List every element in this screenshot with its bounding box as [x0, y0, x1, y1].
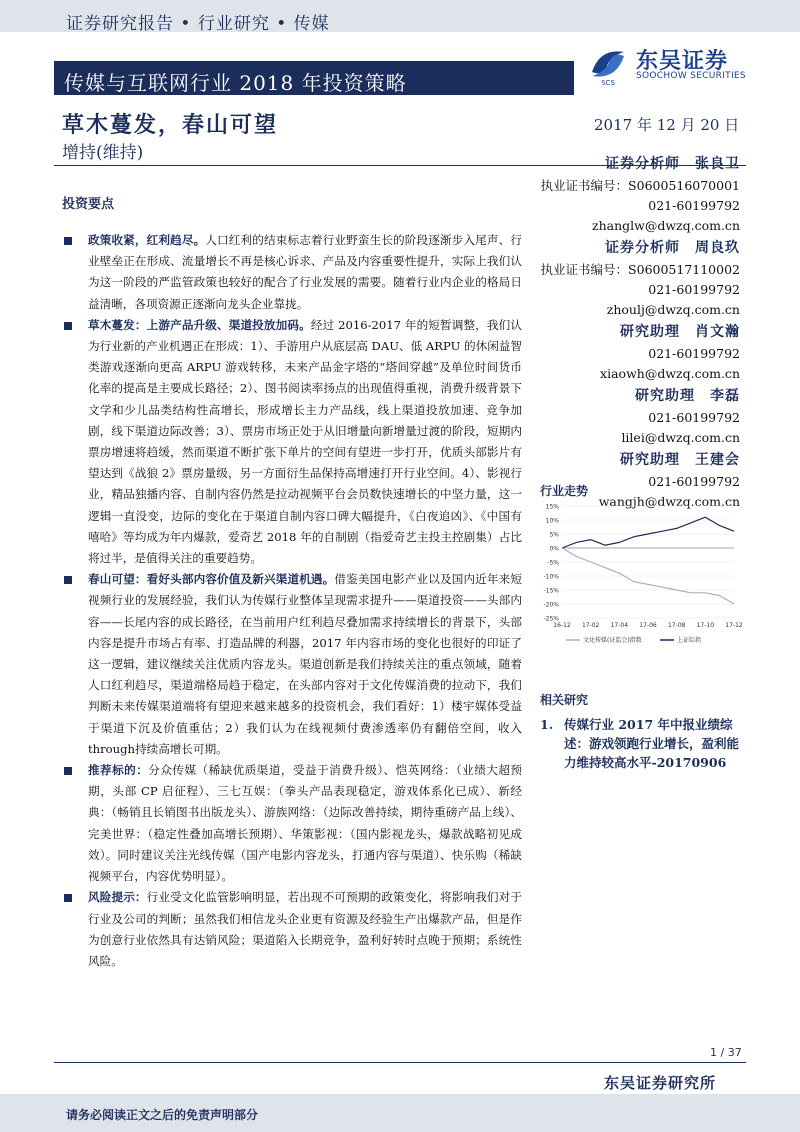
- analyst-phone: 021-60199792: [648, 474, 740, 489]
- analyst-cert: 执业证书编号：S0600517110002: [540, 262, 740, 277]
- bullet-lead: 推荐标的：: [88, 763, 149, 778]
- analyst-card: [540, 320, 740, 384]
- analyst-role: 研究助理 肖文瀚: [620, 324, 740, 340]
- bullet-text: 经过 2016-2017 年的短暂调整，我们认为行业新的产业机遇正在形成：1）、手游用户从底层高 DAU、低 ARPU 的休闲益智类游戏逐渐向更高 ARPU 游戏转移，未来产品金字塔的“塔间穿越”及单位时间货币化率的提高是主要成长路径；2）、图书阅读率扬点的出现值得重视，消费升级背景下文学和少儿品类结构性高增长，形成增长主力产品线，线上渠道投放加速、竞争加剧，线下渠道边际改善；3）、票房市场正处于从旧增量向新增量过渡的阶段，短期内票房增速将趋缓，然而渠道不断扩张下单片的空间有望进一步打开，优质头部影片有望达到《战狼 2》票房量级，另一方面衍生品保持高增速打开行业空间。4）、影视行业，精品独播内容、自制内容仍然是拉动视频平台会员数快速增长的中坚力量，这一逻辑一直没变，边际的变化在于渠道自制内容口碑大幅提升，《白夜追凶》、《中国有嘻哈》等均成为年内爆款，爱奇艺 2018 年的自制剧（指爱奇艺主投主控剧集）占比将过半，是值得关注的重要趋势。: [88, 317, 523, 566]
- y-tick-label: 15%: [545, 503, 559, 511]
- bullet-lead: 风险提示：: [88, 890, 147, 905]
- analyst-card: [540, 236, 740, 320]
- report-date: 2017 年 12 月 20 日: [594, 116, 740, 134]
- bullet-marker-icon: [64, 894, 72, 902]
- industry-trend-chart: [536, 500, 742, 650]
- analyst-role: 证券分析师 张良卫: [605, 156, 740, 172]
- y-tick-label: -10%: [543, 573, 559, 581]
- analyst-email[interactable]: xiaowh@dwzq.com.cn: [600, 366, 740, 381]
- analyst-phone: 021-60199792: [648, 198, 740, 213]
- analyst-role: 研究助理 李磊: [635, 388, 740, 404]
- analyst-email[interactable]: zhanglw@dwzq.com.cn: [591, 218, 740, 233]
- bullet-policy: [62, 230, 522, 315]
- bullet-growth: [62, 315, 522, 569]
- chart-title: 行业走势: [540, 484, 589, 498]
- related-research-text: 传媒行业 2017 年中报业绩综述：游戏领跑行业增长，盈利能力维持较高水平-20170906: [564, 717, 740, 770]
- analyst-phone: 021-60199792: [648, 282, 740, 297]
- main-content: [62, 230, 522, 972]
- y-tick-label: -15%: [543, 587, 559, 595]
- bullet-outlook: [62, 569, 522, 760]
- divider-bottom: [54, 1062, 746, 1063]
- bullet-lead: 政策收紧，红利趋尽。: [88, 233, 206, 247]
- institute-name: 东吴证券研究所: [604, 1074, 717, 1092]
- section-label: 投资要点: [62, 197, 115, 212]
- x-tick-label: 17-06: [639, 622, 657, 629]
- bullet-text: 借鉴美国电影产业以及国内近年来短视频行业的发展经验，我们认为传媒行业整体呈现需求提升——渠道投资——头部内容——长尾内容的成长路径，在当前用户红利趋尽叠加需求持续增长的背景下，头部内容是提升市场占有率、打造品牌的利器，2017 年内容市场的变化也很好的印证了这一逻辑，建议继续关注优质内容龙头。渠道创新是我们持续关注的重点领域，随着人口红利趋尽，渠道端格局趋于稳定，在头部内容对于文化传媒消费的拉动下，我们判断未来传媒渠道端将有望迎来越来越多的投资机会，我们看好：1）楼宇媒体受益于渠道下沉及价值重估；2）我们认为在线视频付费渗透率仍有翻倍空间，收入through持续高增长可期。: [88, 572, 522, 756]
- bullet-lead: 春山可望：看好头部内容价值及新兴渠道机遇。: [88, 572, 335, 587]
- x-tick-label: 17-02: [581, 622, 600, 629]
- breadcrumb: 证券研究报告 • 行业研究 • 传媒: [66, 14, 330, 34]
- bullet-recommendations: [62, 760, 522, 887]
- analyst-phone: 021-60199792: [648, 346, 740, 361]
- y-tick-label: 0%: [549, 545, 559, 553]
- series-line: [562, 517, 734, 548]
- trend-chart-svg: [536, 500, 742, 650]
- legend-label: 上证综指: [677, 637, 702, 644]
- bullet-marker-icon: [64, 767, 72, 775]
- logo-cn-text: 东吴证券: [636, 49, 729, 74]
- y-tick-label: -25%: [543, 615, 559, 623]
- analyst-card: [540, 384, 740, 448]
- logo-en-text: SOOCHOW SECURITIES: [636, 71, 746, 81]
- y-tick-label: -5%: [547, 559, 559, 567]
- bullet-text: 分众传媒（稀缺优质渠道，受益于消费升级）、恺英网络：（业绩大超预期，头部 CP 启征程）、三七互娱：（拳头产品表现稳定，游戏体系化已成）、新经典：（畅销且长销图书出版龙头）、游族网络：（边际改善持续，期待重磅产品上线）、完美世界：（稳定性叠加高增长预期）、华策影视：（国内影视龙头，爆款战略初见成效）。同时建议关注光线传媒（国产电影内容龙头，打通内容与渠道）、快乐购（稀缺视频平台，内容优势明显）。: [88, 763, 522, 884]
- related-research-num: 1.: [540, 717, 554, 732]
- bullet-lead: 草木蔓发：上游产品升级、渠道投放加码。: [88, 317, 311, 332]
- analyst-sidebar: [540, 152, 740, 512]
- related-research-item[interactable]: [540, 715, 740, 772]
- logo-icon: [586, 42, 630, 86]
- analyst-phone: 021-60199792: [648, 410, 740, 425]
- bullet-marker-icon: [64, 576, 72, 584]
- analyst-email[interactable]: zhoulj@dwzq.com.cn: [606, 302, 740, 317]
- x-tick-label: 17-08: [667, 622, 686, 629]
- bullet-marker-icon: [64, 237, 72, 245]
- analyst-role: 证券分析师 周良玖: [605, 240, 740, 256]
- legend-label: 文化传媒(证监会)指数: [583, 637, 642, 644]
- x-tick-label: 16-12: [553, 622, 571, 629]
- bullet-marker-icon: [64, 322, 72, 330]
- logo-mark-text: SCS: [601, 79, 615, 86]
- x-tick-label: 17-12: [725, 622, 742, 629]
- y-tick-label: 5%: [549, 531, 559, 539]
- disclaimer-note: 请务必阅读正文之后的免责声明部分: [66, 1108, 259, 1122]
- report-title: 传媒与互联网行业 2018 年投资策略: [64, 71, 407, 95]
- y-tick-label: 10%: [545, 517, 559, 525]
- bullet-risk: [62, 887, 522, 972]
- bullet-text: 行业受文化监管影响明显，若出现不可预期的政策变化，将影响我们对于行业及公司的判断；虽然我们相信龙头企业更有资源及经验生产出爆款产品，但是作为创意行业依然具有达销风险；渠道陷入长期竞争，盈利好转时点晚于预期；系统性风险。: [88, 890, 522, 968]
- analyst-email[interactable]: wangjh@dwzq.com.cn: [598, 494, 740, 509]
- report-subtitle: 草木蔓发，春山可望: [62, 112, 279, 138]
- analyst-card: [540, 152, 740, 236]
- rating: 增持(维持): [62, 143, 144, 163]
- page-number: 1 / 37: [710, 1046, 742, 1059]
- x-tick-label: 17-04: [610, 622, 629, 629]
- analyst-email[interactable]: lilei@dwzq.com.cn: [621, 430, 740, 445]
- y-tick-label: -20%: [543, 601, 559, 609]
- x-tick-label: 17-10: [696, 622, 715, 629]
- company-logo: [586, 40, 756, 90]
- bullet-text: 人口红利的结束标志着行业野蛮生长的阶段逐渐步入尾声、行业壁垒正在形成、流量增长不再是核心诉求、产品及内容重要性提升，实际上我们认为这一阶段的严监管政策也较好的配合了行业发展的需要。随着行业内企业的格局日益清晰，各项资源正逐渐向龙头企业靠拢。: [88, 233, 522, 311]
- related-research-title: 相关研究: [540, 693, 589, 707]
- analyst-cert: 执业证书编号：S0600516070001: [540, 178, 740, 193]
- analyst-role: 研究助理 王建会: [620, 452, 740, 468]
